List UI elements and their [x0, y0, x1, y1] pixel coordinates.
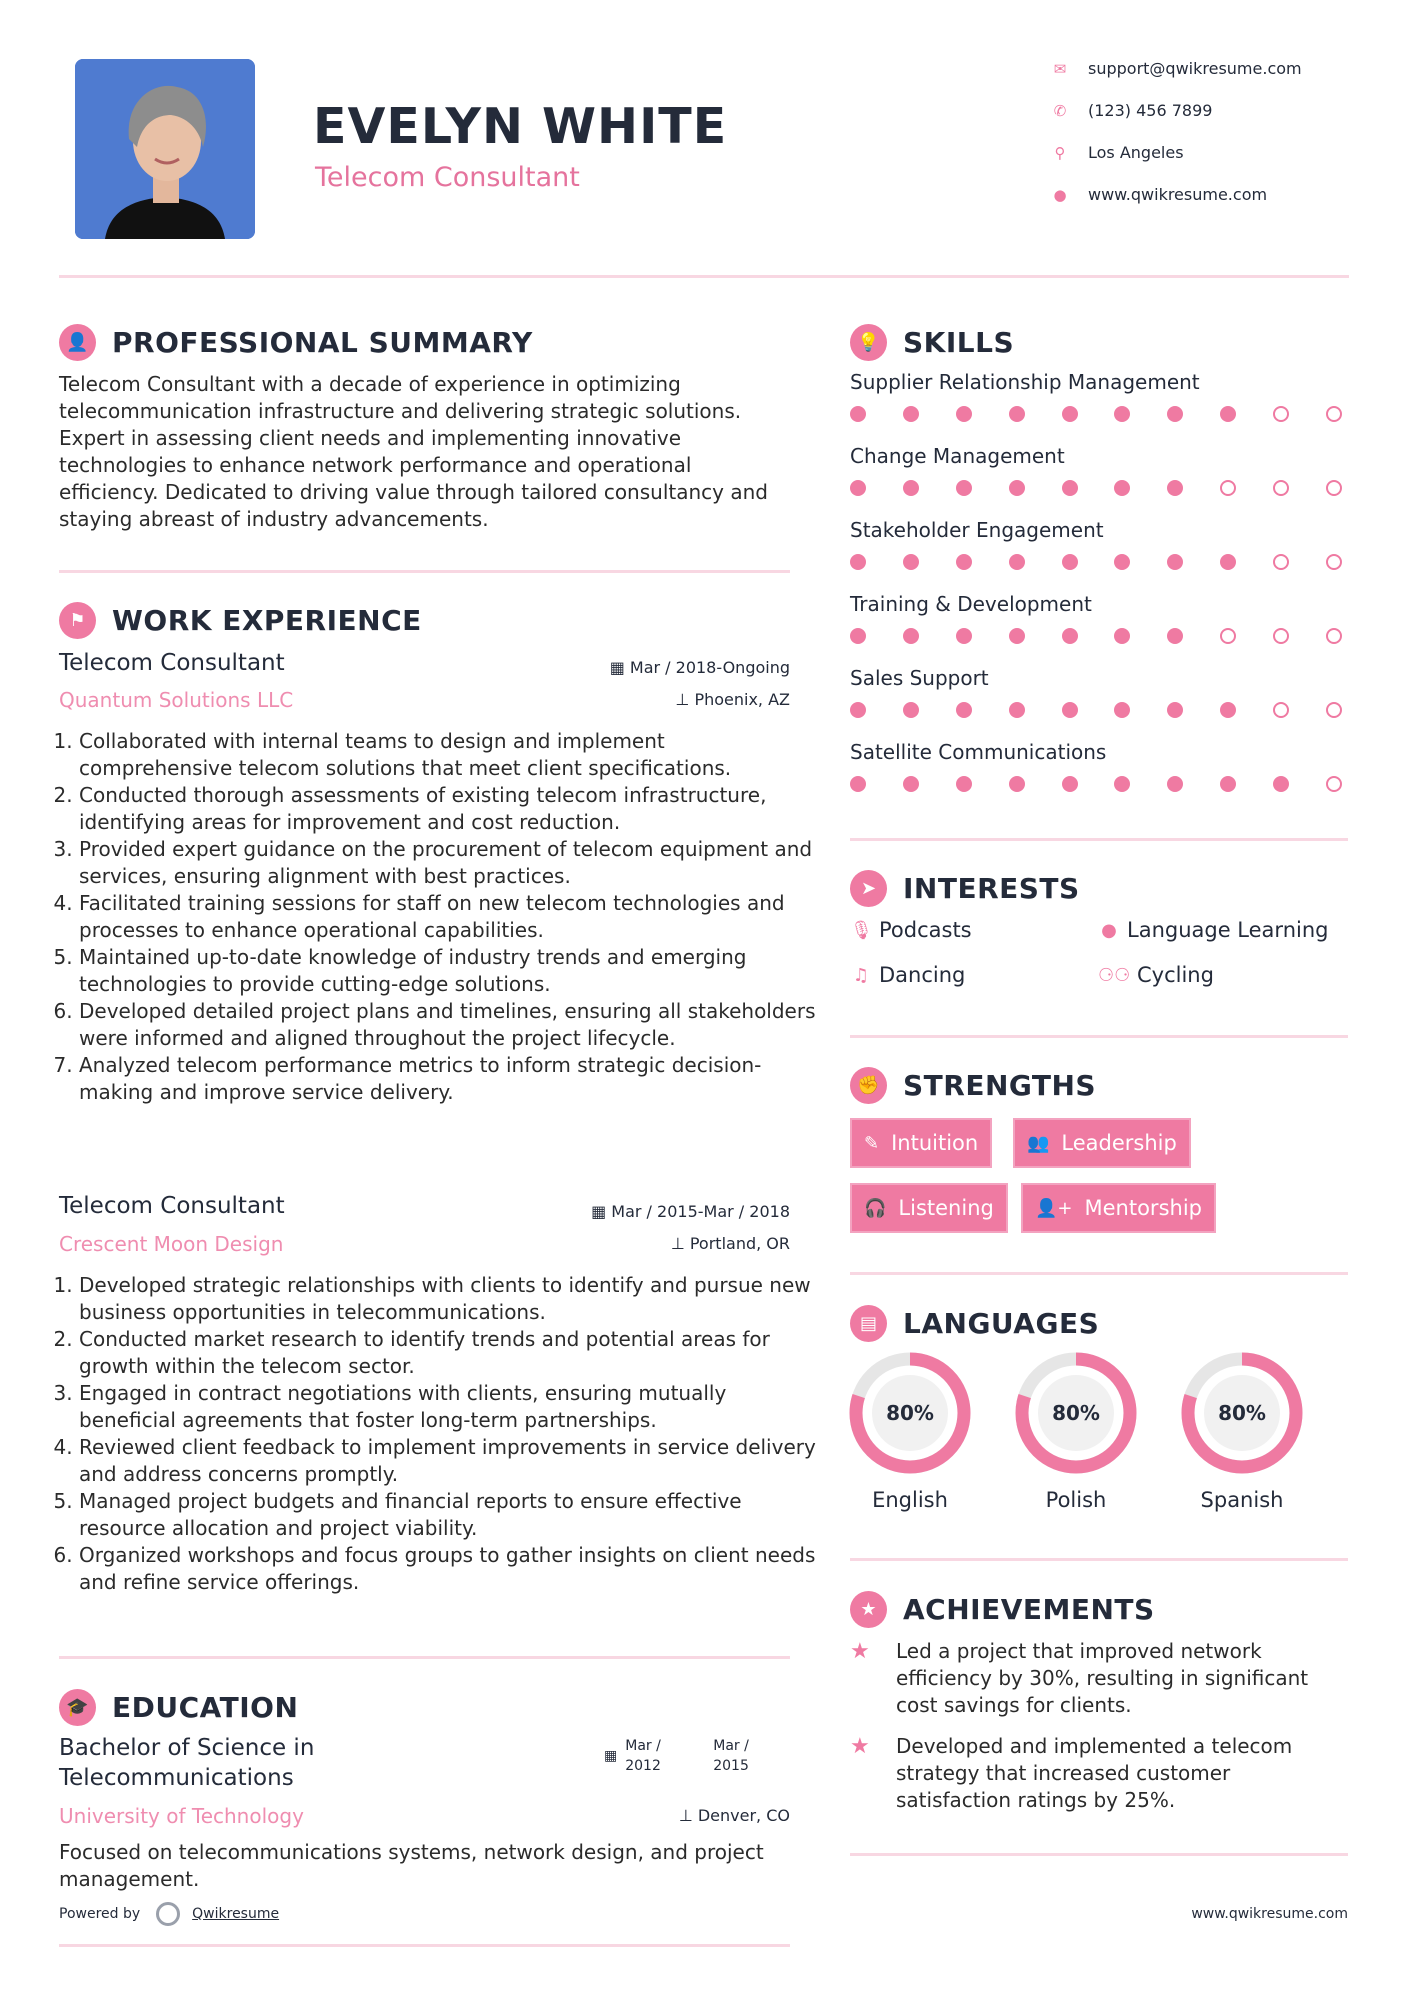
skill-dot-filled — [903, 628, 919, 644]
skill-dot-filled — [1114, 702, 1130, 718]
skill-name: Sales Support — [850, 666, 989, 690]
interest-language-learning — [1098, 918, 1328, 942]
language-english — [840, 1348, 980, 1512]
interests-divider — [850, 1035, 1348, 1038]
languages-divider — [850, 1558, 1348, 1561]
header-divider — [59, 275, 1349, 278]
skill-dot-empty — [1326, 554, 1342, 570]
qwikresume-link[interactable]: Qwikresume — [192, 1906, 280, 1922]
list-item: 4. Facilitated training sessions for staff on new telecom technologies and processes to enhance operational capabilities. — [79, 890, 819, 944]
job-2-title: Telecom Consultant — [59, 1193, 285, 1219]
education-description: Focused on telecommunications systems, network design, and project management. — [59, 1840, 764, 1891]
contact-location — [1050, 143, 1184, 162]
achievements-title: ACHIEVEMENTS — [903, 1593, 1155, 1626]
powered-by — [59, 1902, 279, 1926]
school-name: University of Technology — [59, 1804, 304, 1828]
list-item: 3. Engaged in contract negotiations with clients, ensuring mutually beneficial agreements that foster long-term partnerships. — [79, 1380, 819, 1434]
language-ring — [1006, 1348, 1146, 1478]
education-title: EDUCATION — [112, 1691, 299, 1724]
skill-row — [850, 592, 1350, 666]
contact-website[interactable] — [1050, 185, 1267, 204]
strength-tag-leadership — [1013, 1118, 1191, 1168]
strength-label: Listening — [898, 1196, 994, 1220]
language-ring — [1172, 1348, 1312, 1478]
skill-row — [850, 518, 1350, 592]
language-percent: 80% — [886, 1401, 934, 1425]
skill-name: Training & Development — [850, 592, 1092, 616]
achievement-item — [850, 1733, 1340, 1814]
skill-dot-empty — [1273, 702, 1289, 718]
job-2-company: Crescent Moon Design — [59, 1232, 284, 1256]
list-item: 6. Developed detailed project plans and timelines, ensuring all stakeholders were informed and aligned throughout the project lifecycle. — [79, 998, 819, 1052]
skill-dot-filled — [1114, 406, 1130, 422]
skill-dot-filled — [1062, 406, 1078, 422]
job-2-bullets — [59, 1272, 819, 1596]
skill-dot-filled — [956, 480, 972, 496]
strength-tag-intuition — [850, 1118, 992, 1168]
skill-rating — [850, 702, 1342, 718]
summary-title: PROFESSIONAL SUMMARY — [112, 326, 533, 359]
degree-line-1: Bachelor of Science in — [59, 1735, 315, 1761]
achievement-text: Developed and implemented a telecom strategy that increased customer satisfaction ratings by 25%. — [896, 1734, 1293, 1812]
skills-list — [850, 370, 1350, 814]
skill-dot-filled — [956, 406, 972, 422]
education-heading — [59, 1689, 298, 1726]
work-heading — [59, 602, 422, 639]
award-star-icon: ★ — [850, 1591, 887, 1628]
contact-location-text: Los Angeles — [1088, 143, 1184, 162]
shooting-star-icon: ★ — [850, 1639, 870, 1664]
skill-dot-filled — [903, 702, 919, 718]
skill-dot-filled — [1009, 406, 1025, 422]
skill-dot-filled — [956, 628, 972, 644]
job-1-company: Quantum Solutions LLC — [59, 688, 294, 712]
calendar-icon: ▦ — [591, 1202, 612, 1221]
skill-dot-filled — [1009, 628, 1025, 644]
users-icon: 👥 — [1027, 1132, 1050, 1154]
footer-website[interactable]: www.qwikresume.com — [1191, 1906, 1348, 1922]
education-end: Mar / 2015 — [713, 1738, 749, 1774]
achievements-heading — [850, 1591, 1155, 1628]
skill-rating — [850, 628, 1342, 644]
contact-phone-text: (123) 456 7899 — [1088, 101, 1213, 120]
skill-dot-filled — [1062, 702, 1078, 718]
skill-dot-filled — [903, 406, 919, 422]
job-2-dates-text: Mar / 2015-Mar / 2018 — [611, 1202, 790, 1221]
skills-divider — [850, 838, 1348, 841]
profile-photo — [75, 59, 255, 239]
strengths-divider — [850, 1272, 1348, 1275]
job-2-dates — [591, 1202, 790, 1221]
interest-label: Podcasts — [879, 918, 972, 942]
achievements-divider — [850, 1853, 1348, 1856]
skill-row — [850, 666, 1350, 740]
summary-divider — [59, 570, 790, 573]
skill-dot-filled — [1220, 406, 1236, 422]
list-item: 5. Managed project budgets and financial reports to ensure effective resource allocation and project viability. — [79, 1488, 819, 1542]
skill-row — [850, 444, 1350, 518]
education-location — [679, 1806, 790, 1825]
skill-dot-filled — [1167, 480, 1183, 496]
skill-dot-filled — [850, 628, 866, 644]
skill-dot-filled — [1009, 702, 1025, 718]
skill-rating — [850, 406, 1342, 422]
interests-title: INTERESTS — [903, 872, 1080, 905]
skill-dot-filled — [1062, 776, 1078, 792]
skill-dot-empty — [1220, 480, 1236, 496]
strengths-heading — [850, 1067, 1096, 1104]
job-1-dates-text: Mar / 2018-Ongoing — [629, 658, 790, 677]
skill-dot-filled — [1167, 702, 1183, 718]
work-divider — [59, 1656, 790, 1659]
phone-icon: ✆ — [1053, 101, 1067, 120]
skill-row — [850, 740, 1350, 814]
music-note-icon: ♫ — [852, 964, 870, 986]
summary-text: Telecom Consultant with a decade of experience in optimizing telecommunication infrastructure and delivering strategic solutions. Expert in assessing client needs and implementing innovative technologies to enhance network performance and operational efficiency. Dedicated to driving value through tailored consultancy and staying abreast of industry advancements. — [59, 372, 768, 531]
contact-phone[interactable] — [1050, 101, 1212, 120]
skills-title: SKILLS — [903, 326, 1015, 359]
list-item: 7. Analyzed telecom performance metrics to inform strategic decision-making and improve service delivery. — [79, 1052, 819, 1106]
map-pin-icon: ⚲ — [1054, 143, 1066, 162]
globe-icon: ● — [1101, 919, 1117, 941]
achievement-text: Led a project that improved network efficiency by 30%, resulting in significant cost savings for clients. — [896, 1639, 1309, 1717]
skill-rating — [850, 554, 1342, 570]
contact-email-text: support@qwikresume.com — [1088, 59, 1302, 78]
candidate-role: Telecom Consultant — [315, 162, 580, 193]
education-location-text: Denver, CO — [697, 1806, 790, 1825]
skill-dot-empty — [1273, 480, 1289, 496]
user-icon: 👤 — [59, 324, 96, 361]
skill-dot-filled — [850, 702, 866, 718]
work-title: WORK EXPERIENCE — [112, 604, 422, 637]
user-plus-icon: 👤+ — [1035, 1197, 1073, 1219]
skill-dot-filled — [1062, 628, 1078, 644]
id-card-icon: ▤ — [850, 1305, 887, 1342]
calendar-icon: ▦ — [609, 658, 630, 677]
skill-dot-filled — [1009, 554, 1025, 570]
skill-dot-empty — [1326, 628, 1342, 644]
skill-dot-filled — [1167, 776, 1183, 792]
achievement-item — [850, 1638, 1340, 1719]
skill-dot-filled — [1167, 554, 1183, 570]
microphone-icon: 🎙 — [850, 919, 873, 941]
skill-dot-filled — [903, 480, 919, 496]
skill-dot-filled — [1009, 480, 1025, 496]
skill-name: Stakeholder Engagement — [850, 518, 1104, 542]
raised-fist-icon: ✊ — [850, 1067, 887, 1104]
education-start: Mar / 2012 — [625, 1738, 661, 1774]
skill-dot-empty — [1326, 776, 1342, 792]
skill-dot-filled — [1220, 554, 1236, 570]
language-polish — [1006, 1348, 1146, 1512]
language-spanish — [1172, 1348, 1312, 1512]
skill-dot-filled — [1273, 776, 1289, 792]
skill-dot-filled — [1220, 776, 1236, 792]
shooting-star-icon: ★ — [850, 1734, 870, 1759]
skill-dot-filled — [850, 480, 866, 496]
strengths-title: STRENGTHS — [903, 1069, 1097, 1102]
skill-dot-filled — [1114, 554, 1130, 570]
list-item: 5. Maintained up-to-date knowledge of industry trends and emerging technologies to provide cutting-edge solutions. — [79, 944, 819, 998]
powered-by-text: Powered by — [59, 1906, 141, 1922]
interests-heading — [850, 870, 1080, 907]
skill-dot-filled — [850, 406, 866, 422]
language-percent: 80% — [1218, 1401, 1266, 1425]
job-1-title: Telecom Consultant — [59, 650, 285, 676]
list-item: 1. Developed strategic relationships with clients to identify and pursue new business opportunities in telecommunications. — [79, 1272, 819, 1326]
list-item: 3. Provided expert guidance on the procurement of telecom equipment and services, ensuring alignment with best practices. — [79, 836, 819, 890]
strength-label: Intuition — [891, 1131, 979, 1155]
list-item: 4. Reviewed client feedback to implement improvements in service delivery and address concerns promptly. — [79, 1434, 819, 1488]
job-1-bullets — [59, 728, 819, 1106]
job-1-location-text: Phoenix, AZ — [694, 690, 790, 709]
interest-label: Language Learning — [1127, 918, 1329, 942]
interest-cycling — [1098, 963, 1214, 987]
calendar-icon: ▦ — [604, 1748, 618, 1764]
job-1-location — [675, 690, 790, 709]
lightbulb-icon: 💡 — [850, 324, 887, 361]
job-1-dates — [610, 658, 790, 677]
skill-dot-filled — [903, 776, 919, 792]
skill-dot-empty — [1273, 406, 1289, 422]
interest-podcasts — [850, 918, 972, 942]
degree-line-2: Telecommunications — [59, 1765, 294, 1791]
skill-dot-filled — [1062, 554, 1078, 570]
list-item: 6. Organized workshops and focus groups to gather insights on client needs and refine service offerings. — [79, 1542, 819, 1596]
skill-dot-filled — [850, 776, 866, 792]
list-item: 1. Collaborated with internal teams to design and implement comprehensive telecom solutions that meet client specifications. — [79, 728, 819, 782]
language-percent: 80% — [1052, 1401, 1100, 1425]
skill-dot-filled — [1114, 480, 1130, 496]
contact-email[interactable] — [1050, 59, 1302, 78]
job-2-location — [671, 1234, 790, 1253]
skill-dot-empty — [1273, 628, 1289, 644]
skills-heading — [850, 324, 1014, 361]
skill-dot-empty — [1326, 702, 1342, 718]
skill-name: Change Management — [850, 444, 1065, 468]
envelope-icon: ✉ — [1053, 59, 1067, 78]
summary-heading — [59, 324, 533, 361]
strength-label: Mentorship — [1084, 1196, 1202, 1220]
skill-dot-filled — [1167, 628, 1183, 644]
skill-dot-filled — [1062, 480, 1078, 496]
pushpin-icon: ⊥ — [678, 1806, 698, 1825]
skill-dot-empty — [1273, 554, 1289, 570]
headphones-icon: 🎧 — [864, 1197, 887, 1219]
qwikresume-logo-icon — [156, 1902, 180, 1926]
strength-label: Leadership — [1061, 1131, 1177, 1155]
interest-dancing — [850, 963, 965, 987]
language-name: Spanish — [1200, 1488, 1284, 1512]
skill-dot-filled — [1114, 776, 1130, 792]
paper-plane-icon: ➤ — [850, 870, 887, 907]
list-item: 2. Conducted thorough assessments of existing telecom infrastructure, identifying areas for improvement and cost reduction. — [79, 782, 819, 836]
skill-dot-filled — [956, 554, 972, 570]
contact-website-text: www.qwikresume.com — [1088, 185, 1268, 204]
language-name: English — [872, 1488, 948, 1512]
skill-dot-filled — [1009, 776, 1025, 792]
skill-rating — [850, 480, 1342, 496]
pushpin-icon: ⊥ — [675, 690, 695, 709]
skill-row — [850, 370, 1350, 444]
languages-heading — [850, 1305, 1099, 1342]
job-2-location-text: Portland, OR — [689, 1234, 790, 1253]
magic-wand-icon: ✎ — [864, 1132, 880, 1154]
skill-dot-empty — [1326, 480, 1342, 496]
bicycle-icon: ⚆⚆ — [1098, 964, 1131, 986]
skill-dot-filled — [850, 554, 866, 570]
pushpin-icon: ⊥ — [670, 1234, 690, 1253]
interest-label: Cycling — [1137, 963, 1214, 987]
list-item: 2. Conducted market research to identify trends and potential areas for growth within the telecom sector. — [79, 1326, 819, 1380]
skill-dot-filled — [956, 702, 972, 718]
candidate-name: EVELYN WHITE — [313, 98, 728, 155]
graduation-cap-icon: 🎓 — [59, 1689, 96, 1726]
skill-dot-empty — [1326, 406, 1342, 422]
education-dates — [604, 1736, 763, 1776]
skill-dot-filled — [1114, 628, 1130, 644]
footer-divider — [59, 1944, 790, 1947]
language-name: Polish — [1045, 1488, 1107, 1512]
strength-tag-listening — [850, 1183, 1008, 1233]
chair-icon: ⚑ — [59, 602, 96, 639]
skill-name: Supplier Relationship Management — [850, 370, 1200, 394]
skill-rating — [850, 776, 1342, 792]
skill-dot-filled — [1220, 702, 1236, 718]
language-ring — [840, 1348, 980, 1478]
skill-dot-filled — [1167, 406, 1183, 422]
strength-tag-mentorship — [1021, 1183, 1216, 1233]
skill-dot-filled — [903, 554, 919, 570]
languages-list — [840, 1348, 1360, 1518]
globe-icon: ● — [1053, 185, 1067, 204]
skill-dot-empty — [1220, 628, 1236, 644]
interest-label: Dancing — [879, 963, 966, 987]
skill-name: Satellite Communications — [850, 740, 1107, 764]
skill-dot-filled — [956, 776, 972, 792]
languages-title: LANGUAGES — [903, 1307, 1100, 1340]
